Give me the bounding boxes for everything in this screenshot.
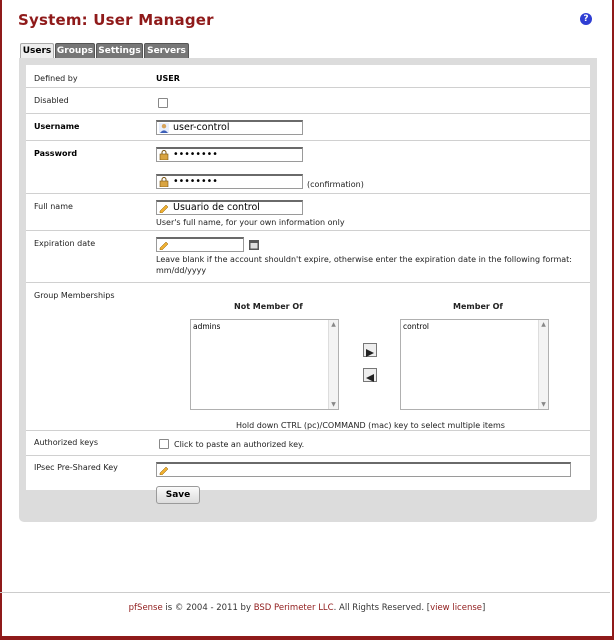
- authorized-keys-label: Authorized keys: [34, 438, 99, 447]
- member-header: Member Of: [453, 302, 503, 311]
- scroll-up-icon[interactable]: ▲: [541, 321, 546, 328]
- view-license-link[interactable]: view license: [430, 603, 483, 613]
- list-item[interactable]: control: [403, 322, 429, 331]
- expiration-label: Expiration date: [34, 239, 96, 248]
- footer-rights: . All Rights Reserved. [: [333, 603, 431, 613]
- pencil-icon: [159, 240, 169, 250]
- not-member-listbox[interactable]: [190, 319, 339, 410]
- save-button[interactable]: Save: [156, 486, 200, 504]
- tab-groups[interactable]: Groups: [55, 43, 95, 58]
- move-left-button[interactable]: [363, 368, 377, 382]
- user-form: [26, 65, 590, 490]
- footer: [0, 603, 614, 613]
- authorized-keys-text[interactable]: Click to paste an authorized key.: [174, 440, 305, 449]
- group-hint: Hold down CTRL (pc)/COMMAND (mac) key to select multiple items: [236, 421, 505, 430]
- disabled-label: Disabled: [34, 96, 69, 105]
- lock-icon: [159, 150, 169, 160]
- form-panel: [19, 58, 597, 522]
- password-label: Password: [34, 149, 78, 158]
- member-listbox[interactable]: [400, 319, 549, 410]
- row-group-memberships: [26, 283, 590, 431]
- row-authorized-keys: [26, 431, 590, 456]
- row-password: [26, 141, 590, 194]
- row-ipsec: [26, 456, 590, 482]
- password-confirm-input[interactable]: ••••••••: [156, 174, 303, 189]
- tab-users[interactable]: Users: [20, 43, 54, 59]
- question-icon[interactable]: ?: [580, 13, 592, 25]
- pencil-icon: [159, 203, 169, 213]
- authorized-keys-checkbox[interactable]: [159, 439, 169, 449]
- list-item[interactable]: admins: [193, 322, 221, 331]
- defined-by-label: Defined by: [34, 74, 78, 83]
- group-memberships-label: Group Memberships: [34, 291, 115, 300]
- footer-divider: [0, 592, 610, 593]
- defined-by-value: USER: [156, 74, 180, 83]
- disabled-checkbox[interactable]: [158, 98, 168, 108]
- row-expiration: [26, 231, 590, 283]
- scrollbar[interactable]: [538, 320, 548, 409]
- ipsec-label: IPsec Pre-Shared Key: [34, 463, 118, 472]
- user-icon: [159, 123, 169, 133]
- arrow-left-icon: [364, 372, 376, 384]
- tab-settings[interactable]: Settings: [96, 43, 143, 58]
- full-name-input[interactable]: Usuario de control: [156, 200, 303, 215]
- scroll-down-icon[interactable]: ▼: [331, 401, 336, 408]
- arrow-right-icon: [364, 347, 376, 359]
- row-full-name: [26, 194, 590, 231]
- expiration-hint: Leave blank if the account shouldn't expire, otherwise enter the expiration date in the following format: mm/dd/yyyy: [156, 255, 572, 275]
- scroll-up-icon[interactable]: ▲: [331, 321, 336, 328]
- username-label: Username: [34, 122, 80, 131]
- expiration-input[interactable]: [156, 237, 244, 252]
- move-right-button[interactable]: [363, 343, 377, 357]
- page-title: System: User Manager: [18, 11, 214, 29]
- footer-company-link[interactable]: BSD Perimeter LLC: [253, 603, 334, 613]
- not-member-header: Not Member Of: [234, 302, 303, 311]
- row-disabled: [26, 88, 590, 114]
- confirmation-note: (confirmation): [307, 180, 364, 189]
- footer-text: is © 2004 - 2011 by: [162, 603, 254, 613]
- full-name-label: Full name: [34, 202, 73, 211]
- footer-brand: pfSense: [128, 603, 163, 613]
- username-input[interactable]: user-control: [156, 120, 303, 135]
- scroll-down-icon[interactable]: ▼: [541, 401, 546, 408]
- tab-servers[interactable]: Servers: [144, 43, 189, 58]
- full-name-hint: User's full name, for your own information only: [156, 218, 345, 227]
- ipsec-input[interactable]: [156, 462, 571, 477]
- scrollbar[interactable]: [328, 320, 338, 409]
- row-username: [26, 114, 590, 141]
- password-input[interactable]: ••••••••: [156, 147, 303, 162]
- pencil-icon: [159, 465, 169, 475]
- calendar-icon[interactable]: [249, 240, 259, 250]
- row-defined-by: [26, 65, 590, 88]
- footer-suffix: ]: [482, 603, 486, 613]
- lock-icon: [159, 177, 169, 187]
